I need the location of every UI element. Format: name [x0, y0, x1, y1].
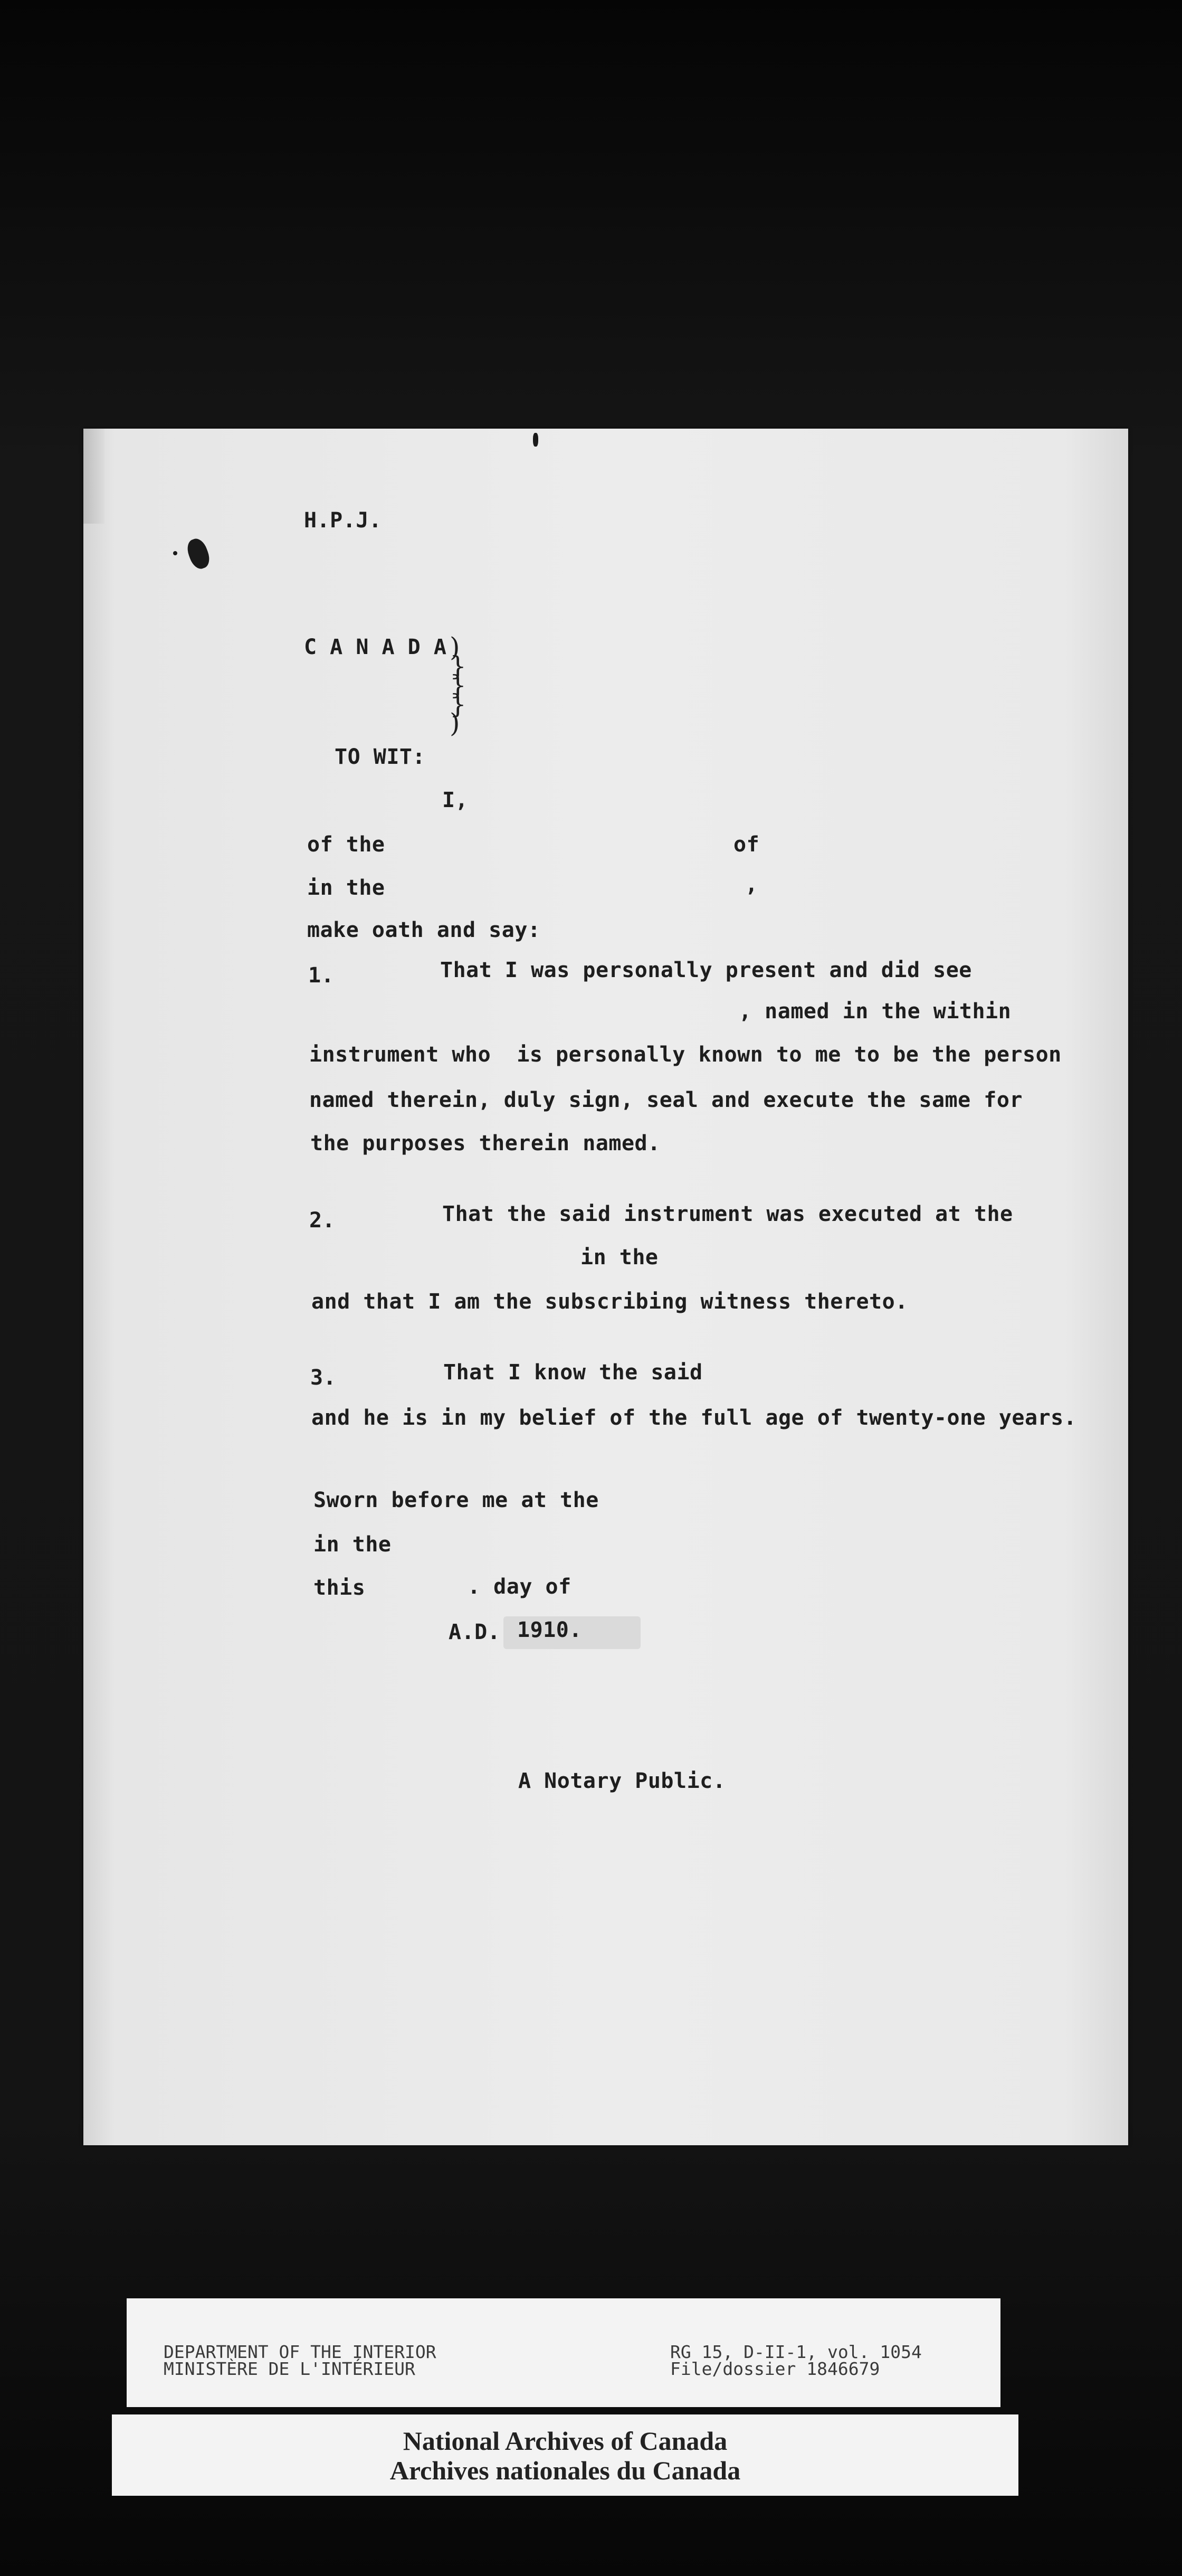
paper-fold [83, 429, 104, 524]
para2-line3: and that I am the subscribing witness thereto. [311, 1290, 908, 1314]
ink-mark [533, 433, 538, 447]
archive-name-fr: Archives nationales du Canada [389, 2456, 741, 2485]
line-of: of [733, 832, 760, 857]
archive-name-label [112, 2414, 1018, 2496]
para1-line4: named therein, duly sign, seal and execute the same for [309, 1088, 1023, 1112]
venue-to-wit: TO WIT: [335, 745, 426, 769]
para3-number: 3. [310, 1366, 337, 1390]
deponent-prefix: I, [442, 788, 469, 812]
ref-volume: RG 15, D-II-1, vol. 1054 [670, 2342, 922, 2362]
para3-line1: That I know the said [443, 1360, 703, 1385]
make-oath: make oath and say: [307, 918, 541, 942]
dept-name-en: DEPARTMENT OF THE INTERIOR [164, 2342, 436, 2362]
ref-file: File/dossier 1846679 [670, 2359, 880, 2379]
ink-blot [184, 536, 213, 572]
sworn-this: this [313, 1576, 366, 1600]
ink-dot [173, 551, 177, 555]
document-initials: H.P.J. [304, 508, 382, 533]
para1-line5: the purposes therein named. [310, 1131, 661, 1156]
line-of-the: of the [307, 832, 385, 857]
para2-line1: That the said instrument was executed at the [442, 1202, 1013, 1226]
line-comma: , [745, 873, 758, 897]
para1-line3: instrument who is personally known to me to be the person [309, 1043, 1062, 1067]
para3-line2: and he is in my belief of the full age of twenty-one years. [311, 1406, 1077, 1430]
line-in-the: in the [307, 876, 385, 900]
para2-number: 2. [309, 1208, 336, 1233]
archive-reference-label [127, 2298, 1000, 2407]
document-page [83, 429, 1128, 2145]
dept-name-fr: MINISTÈRE DE L'INTÉRIEUR [164, 2359, 415, 2379]
para1-line2: , named in the within [739, 999, 1012, 1024]
para1-line1: That I was personally present and did see [440, 958, 972, 982]
notary-signature-line: A Notary Public. [518, 1769, 726, 1793]
sworn-line1: Sworn before me at the [313, 1488, 599, 1512]
venue-canada: C A N A D A [304, 635, 447, 659]
ad-year: 1910. [517, 1618, 582, 1642]
venue-bracket: ) } } } ) [450, 632, 466, 738]
archive-name-en: National Archives of Canada [403, 2426, 728, 2456]
sworn-line2: in the [313, 1532, 392, 1557]
para1-number: 1. [308, 963, 335, 988]
para2-line2: in the [580, 1245, 659, 1270]
ad-prefix: A.D. [449, 1620, 501, 1644]
sworn-day-of: . day of [468, 1575, 571, 1599]
